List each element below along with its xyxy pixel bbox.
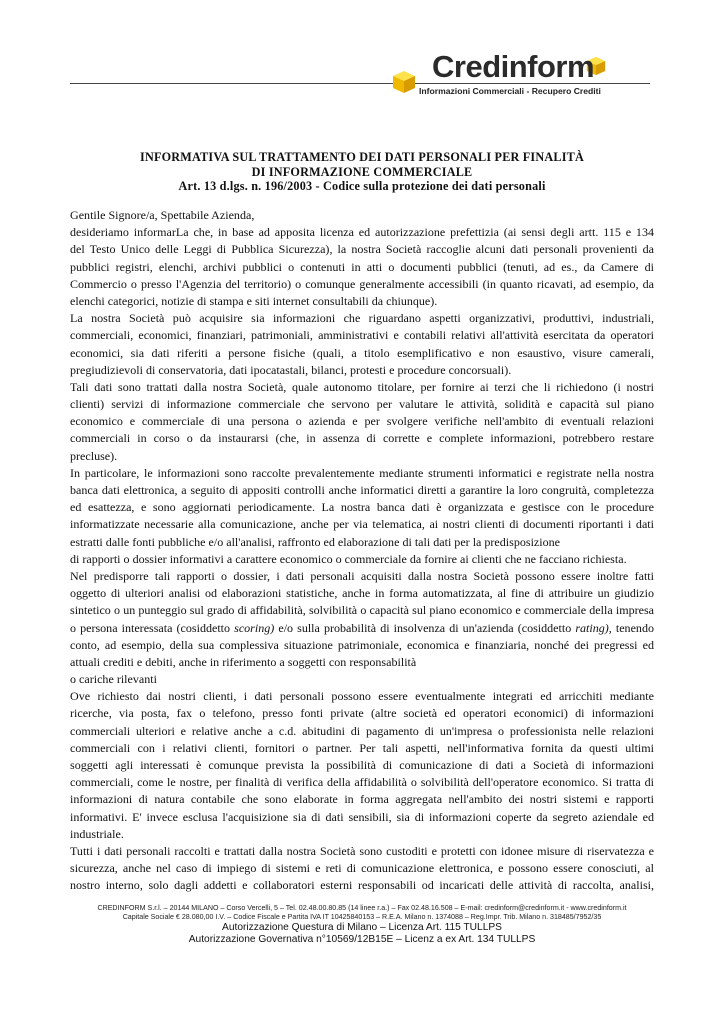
logo-name: Credinform <box>432 49 595 84</box>
body-line-mixed <box>70 620 654 637</box>
body-line: Nel predisporre tali rapporti o dossier, i dati personali acquisiti dalla nostra Società possono essere inoltre fatti <box>70 568 654 583</box>
body-line: commerciali con i relativi clienti, fornitori o partner. Per tali aspetti, nell'informativa fornita da questi ultimi <box>70 740 654 755</box>
body-line: economico e commerciale di una persona o azienda e per svolgere verifiche nell'ambito di eventuali relazioni <box>70 414 654 429</box>
term-rating: rating), <box>575 620 612 635</box>
body-fragment: tenendo <box>611 620 654 635</box>
title-line-1: INFORMATIVA SUL TRATTAMENTO DEI DATI PERSONALI PER FINALITÀ <box>140 150 584 164</box>
body-line: Ove richiesto dai nostri clienti, i dati personali possono essere eventualmente integrati ed arricchiti mediante <box>70 689 654 704</box>
body-line: del Testo Unico delle Leggi di Pubblica Sicurezza), la nostra Società raccoglie alcuni dati personali provenienti da <box>70 242 654 257</box>
credinform-logo <box>392 49 654 100</box>
body-line: Tali dati sono trattati dalla nostra Società, quale autonomo titolare, per fornire ai terzi che li richiedono (i nostri <box>70 379 654 394</box>
body-line: informatizzate necessarie alla comunicazione, anche per via telematica, ai nostri clienti di documenti riportanti i dati <box>70 517 654 532</box>
body-line: di rapporti o dossier informativi a carattere economico o commerciale da fornire ai clienti che ne facciano richiesta. <box>70 551 627 566</box>
body-line: elenchi categorici, notizie di stampa e siti internet consultabili da chiunque). <box>70 293 438 308</box>
page-footer <box>70 904 654 946</box>
body-line: Commercio o presso l'Agenzia del territorio) o comunque generalmente accessibili (in quanto ricavati, ad esempio, da <box>70 276 654 291</box>
body-line: informazioni di natura contabile che sono elaborate in forma aggregata nell'ambito dei nostri sistemi e rapporti <box>70 792 654 807</box>
body-line: industriale. <box>70 826 124 841</box>
title-line-2: DI INFORMAZIONE COMMERCIALE <box>251 164 473 179</box>
body-line: sicurezza, anche nel caso di impiego di sistemi e reti di comunicazione elettronica, e possono essere conosciuti, al <box>70 861 654 876</box>
logo-tagline: Informazioni Commerciali - Recupero Crediti <box>419 86 601 96</box>
title-line-3: Art. 13 d.lgs. n. 196/2003 - Codice sulla protezione dei dati personali <box>178 179 546 193</box>
document-body <box>70 207 654 895</box>
body-line: La nostra Società può acquisire sia informazioni che riguardano aspetti organizzativi, produttivi, industriali, <box>70 311 654 326</box>
body-line: commerciali, come le nostre, per finalità di verifica della affidabilità o solvibilità dell'operatore economico. Si tratta di <box>70 775 654 790</box>
body-line: soggetti agli interessati è comunque prevista la possibilità di comunicazione di dati a Società di informazioni <box>70 758 654 772</box>
body-line: informativi. E' invece esclusa l'acquisizione sia di dati sensibili, sia di informazioni coperte da segreto aziendale ed <box>70 809 654 824</box>
document-title <box>70 150 654 194</box>
body-line: conto, ad esempio, della sua complessiva situazione patrimoniale, economica e finanziaria, nonché dei pregressi ed <box>70 637 654 652</box>
footer-registration-line: Capitale Sociale € 28.080,00 I.V. – Codice Fiscale e Partita IVA IT 10425840153 – R.E.A. Milano n. 1374088 – Reg.Impr. Trib. Milano n. 318485/7952/35 <box>122 913 602 921</box>
footer-contact-line: CREDINFORM S.r.l. – 20144 MILANO – Corso Vercelli, 5 – Tel. 02.48.00.80.85 (14 linee r.a.) – Fax 02.48.16.508 – E-mail: credinform@credinform.it - www.credinform.it <box>97 904 627 912</box>
body-line: commerciali in corso o da instaurarsi (che, in assenza di corrette e complete informazioni, potrebbero restare <box>70 431 654 446</box>
body-line: commerciali, economici, finanziari, patrimoniali, amministrativi e contabili relativi all'attività esercitata da operatori <box>70 328 654 343</box>
body-line: sintetico o un punteggio sul grado di affidabilità, solvibilità o capacità sul piano economico e commerciale della impresa <box>70 603 654 618</box>
body-line: attuali crediti e debiti, anche in riferimento a soggetti con responsabilità <box>70 654 417 669</box>
body-line: commerciali ulteriori e relative anche a c.d. abitudini di pagamento di un'impresa o professionista nelle relazioni <box>70 723 654 738</box>
footer-authorization-2: Autorizzazione Governativa n°10569/12B15E – Licenz a ex Art. 134 TULLPS <box>188 934 536 945</box>
cube-left-icon <box>392 70 416 94</box>
body-line: precluse). <box>70 448 118 463</box>
body-line: nostro interno, solo dagli addetti e collaboratori esterni responsabili od incaricati delle attività di raccolta, analisi, <box>70 878 654 893</box>
body-line: Gentile Signore/a, Spettabile Azienda, <box>70 208 255 222</box>
body-line: desideriamo informarLa che, in base ad apposita licenza ed autorizzazione prefettizia (ai sensi degli artt. 115 e 134 <box>70 225 654 240</box>
body-line: In particolare, le informazioni sono raccolte prevalentemente mediante strumenti informatici e registrate nella nostra <box>70 465 654 480</box>
footer-authorization-1: Autorizzazione Questura di Milano – Licenza Art. 115 TULLPS <box>222 922 502 933</box>
body-line: economici, sia dati riferiti a persone fisiche (quali, a titolo esemplificativo e non esaustivo, visure camerali, <box>70 345 654 360</box>
body-line: ricerche, via posta, fax o telefono, presso fonti private (altre società ed operatori economici) di informazioni <box>70 706 654 721</box>
body-line: Tutti i dati personali raccolti e trattati dalla nostra Società sono custoditi e protetti con idonee misure di riservatezza e <box>70 843 654 858</box>
term-scoring: scoring) <box>234 620 275 635</box>
body-line: estratti dalle fonti pubbliche e/o all'analisi, raffronto ed elaborazione di tali dati per la predisposizione <box>70 534 561 549</box>
body-line: clienti) servizi di informazione commerciale che servono per valutare le attività, solidità e capacità sul piano <box>70 397 654 412</box>
body-fragment: e/o sulla probabilità di insolvenza di un'azienda (cosiddetto <box>274 620 576 635</box>
body-line: pregiudizievoli di conservatoria, dati ipocatastali, bilanci, protesti e procedure concorsuali). <box>70 362 512 377</box>
body-line: o cariche rilevanti <box>70 672 157 687</box>
body-line: oggetto di ulteriori analisi od elaborazioni statistiche, anche in forma automatizzata, al fine di attribuire un giudizio <box>70 586 654 601</box>
body-line: pubblici registri, elenchi, archivi pubblici o contenuti in atti o documenti pubblici (tenuti, ad es., da Camere di <box>70 259 654 274</box>
body-line: ed esattezza, e sono aggiornati periodicamente. La nostra banca dati è organizzata e gestisce con le procedure <box>70 500 654 515</box>
body-fragment: o persona interessata (cosiddetto <box>70 620 235 635</box>
body-line: banca dati elettronica, a seguito di appositi controlli anche informatici diretti a garantire la loro congruità, completezza <box>70 483 654 497</box>
